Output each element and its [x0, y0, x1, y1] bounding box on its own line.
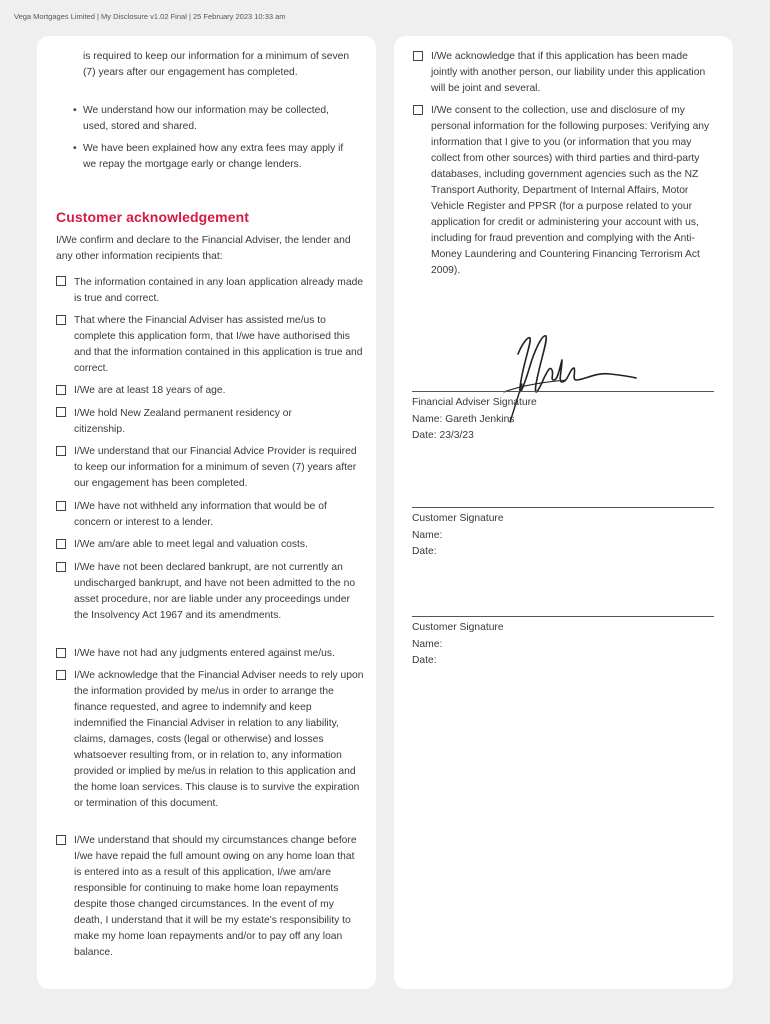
bullet-item — [73, 141, 351, 173]
bullet-icon: • — [73, 105, 77, 116]
signature-block — [412, 395, 537, 445]
checkbox[interactable] — [56, 670, 66, 680]
signature-line[interactable] — [412, 391, 714, 392]
checkbox[interactable] — [56, 562, 66, 572]
intro-paragraph: I/We confirm and declare to the Financial Adviser, the lender and any other information recipients that: — [56, 235, 351, 262]
signature-date: Date: — [412, 655, 437, 666]
checkbox-label: I/We have not withheld any information that would be of concern or interest to a lender. — [74, 501, 327, 528]
checkbox[interactable] — [56, 539, 66, 549]
checkbox[interactable] — [56, 315, 66, 325]
checkbox-label: I/We consent to the collection, use and disclosure of my personal information for the following purposes: Verifying any information that I give to you (or information that you may collect from other sources) with third parties and third-party databases, including government agencies such as the NZ Transport Authority, Department of Internal Affairs, Motor Vehicle Register and PPSR (for a purpose related to your application for credit or administering your account with us, including for fraud prevention and complying with the Anti-Money Laundering and Countering Financing Terrorism Act 2009). — [431, 105, 710, 276]
signature-block — [412, 511, 504, 561]
checkbox-label: I/We understand that our Financial Advice Provider is required to keep our information for a minimum of seven (7) years after our engagement has been completed. — [74, 446, 357, 489]
checkbox[interactable] — [56, 276, 66, 286]
bullet-item — [73, 103, 351, 135]
checkbox-label: I/We hold New Zealand permanent residency or citizenship. — [74, 408, 292, 435]
bullet-icon: • — [73, 143, 77, 154]
section-heading: Customer acknowledgement — [56, 209, 249, 225]
continued-paragraph: is required to keep our information for a minimum of seven (7) years after our engagement has completed. — [83, 51, 350, 78]
checkbox[interactable] — [56, 385, 66, 395]
bullet-text: We have been explained how any extra fees may apply if we repay the mortgage early or change lenders. — [83, 143, 344, 170]
checkbox[interactable] — [56, 835, 66, 845]
checkbox-label: I/We have not had any judgments entered against me/us. — [74, 648, 335, 659]
checkbox-label: I/We acknowledge that if this application has been made jointly with another person, our liability under this application will be joint and several. — [431, 51, 706, 94]
checkbox-label: I/We acknowledge that the Financial Adviser needs to rely upon the information provided by me/us in order to arrange the finance requested, and agree to indemnify and keep indemnified the Financial Adviser in relation to any liability, claims, damages, costs (legal or otherwise) and losses whatsoever resulting from, or in relation to, any information provided or implied by me/us in relation to this application and the home loan services. This clause is to survive the expiration or termination of this document. — [74, 670, 364, 809]
document-header: Vega Mortgages Limited | My Disclosure v1.02 Final | 25 February 2023 10:33 am — [14, 12, 286, 21]
checkbox[interactable] — [56, 501, 66, 511]
bullet-text: We understand how our information may be collected, used, stored and shared. — [83, 105, 329, 132]
checkbox-label: I/We am/are able to meet legal and valuation costs. — [74, 539, 308, 550]
signature-name: Name: Gareth Jenkins — [412, 413, 515, 425]
checkbox[interactable] — [56, 407, 66, 417]
checkbox-label: I/We have not been declared bankrupt, are not currently an undischarged bankrupt, and have not been admitted to the no asset procedure, nor are liable under any proceedings under the Insolvency Act 1967 and its amendments. — [74, 562, 356, 621]
signature-title: Financial Adviser Signature — [412, 397, 537, 408]
checkbox-label: The information contained in any loan application already made is true and correct. — [74, 277, 364, 304]
signature-block — [412, 620, 504, 670]
checkbox[interactable] — [56, 446, 66, 456]
checkbox[interactable] — [56, 648, 66, 658]
signature-date: Date: — [412, 546, 437, 557]
signature-date: Date: 23/3/23 — [412, 430, 474, 441]
signature-title: Customer Signature — [412, 513, 504, 524]
checkbox[interactable] — [413, 51, 423, 61]
signature-title: Customer Signature — [412, 622, 504, 633]
checkbox-label: I/We are at least 18 years of age. — [74, 385, 226, 396]
checkbox[interactable] — [413, 105, 423, 115]
signature-name: Name: — [412, 529, 443, 541]
checkbox-label: That where the Financial Adviser has assisted me/us to complete this application form, that I/we have authorised this and that the information contained in this application is true and correct. — [74, 315, 363, 374]
checkbox-label: I/We understand that should my circumstances change before I/we have repaid the full amount owing on any home loan that is entered into as a result of this application, I/we am/are responsible for continuing to make home loan repayments despite those changed circumstances. In the event of my death, I understand that it will be my estate's responsibility to make my home loan repayments and/or to pay off any loan balance. — [74, 835, 357, 958]
signature-line[interactable] — [412, 507, 714, 508]
signature-line[interactable] — [412, 616, 714, 617]
signature-name: Name: — [412, 638, 443, 650]
